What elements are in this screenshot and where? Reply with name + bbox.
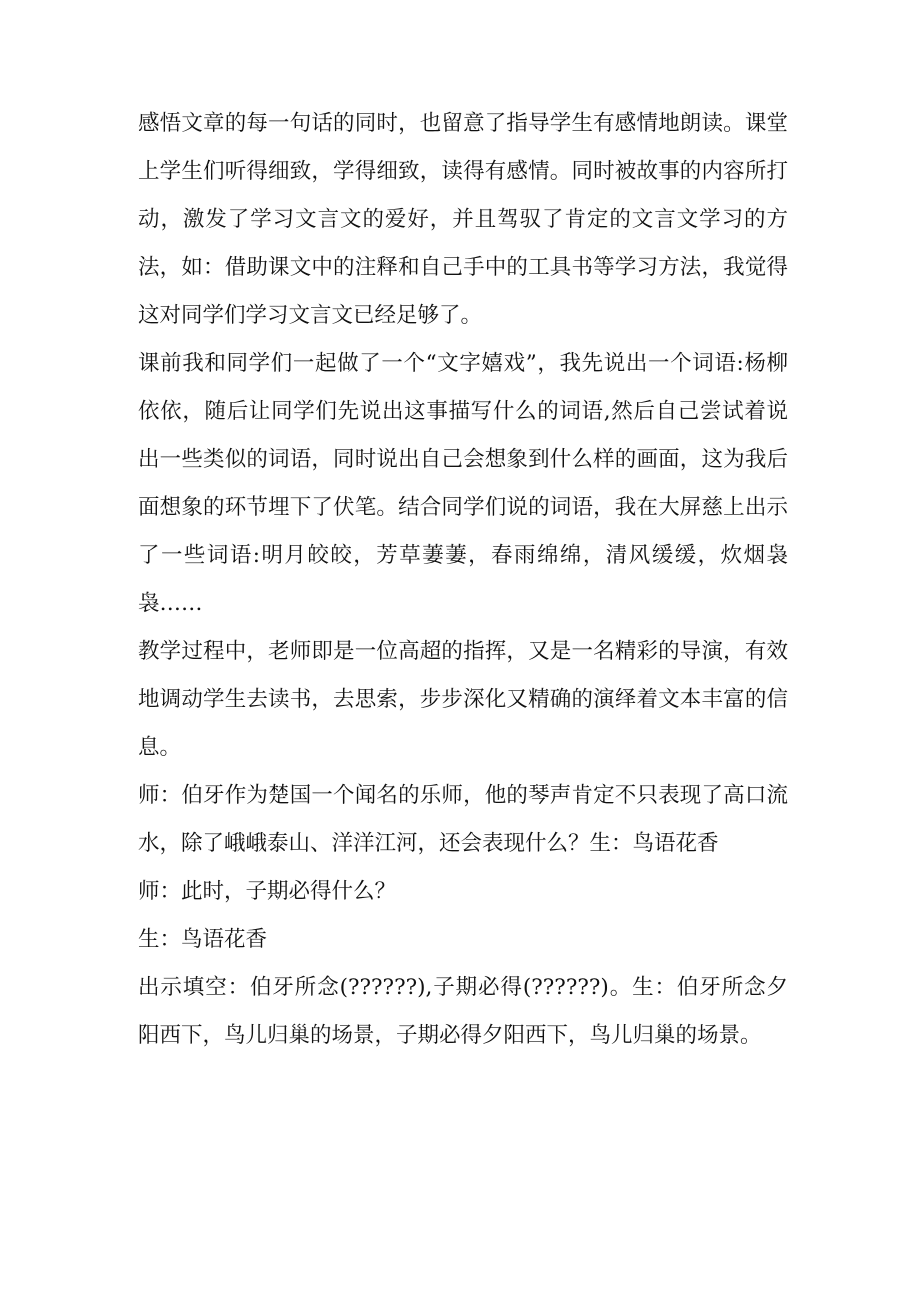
paragraph-summary: 感悟文章的每一句话的同时，也留意了指导学生有感情地朗读。课堂上学生们听得细致，学得细致，读得有感情。同时被故事的内容所打动，激发了学习文言文的爱好，并且驾驭了肯定的文言文学习的方法，如：借助课文中的注释和自己手中的工具书等学习方法，我觉得这对同学们学习文言文已经足够了。 — [138, 111, 788, 328]
paragraph-fill-in-blank: 出示填空：伯牙所念(??????),子期必得(??????)。生：伯牙所念夕阳西下，鸟儿归巢的场景，子期必得夕阳西下，鸟儿归巢的场景。 — [138, 975, 788, 1048]
paragraph-teaching-process: 教学过程中，老师即是一位高超的指挥，又是一名精彩的导演，有效地调动学生去读书，去思索，步步深化又精确的演绎着文本丰富的信息。 — [138, 639, 788, 760]
paragraph-teacher-followup: 师：此时，子期必得什么？ — [138, 879, 397, 904]
paragraph-word-game: 课前我和同学们一起做了一个“文字嬉戏”，我先说出一个词语:杨柳依依，随后让同学们先说出这事描写什么的词语,然后自己尝试着说出一些类似的词语，同时说出自己会想象到什么样的画面，这为我后面想象的环节埋下了伏笔。结合同学们说的词语，我在大屏慈上出示了一些词语:明月皎皎，芳草萋萋，春雨绵绵，清风缓缓，炊烟袅袅…… — [138, 351, 788, 616]
paragraph-student-answer: 生：鸟语花香 — [138, 927, 268, 952]
paragraph-teacher-question: 师：伯牙作为楚国一个闻名的乐师，他的琴声肯定不只表现了高口流水，除了峨峨泰山、洋洋江河，还会表现什么？生：鸟语花香 — [138, 783, 788, 856]
document-body — [138, 100, 788, 1060]
